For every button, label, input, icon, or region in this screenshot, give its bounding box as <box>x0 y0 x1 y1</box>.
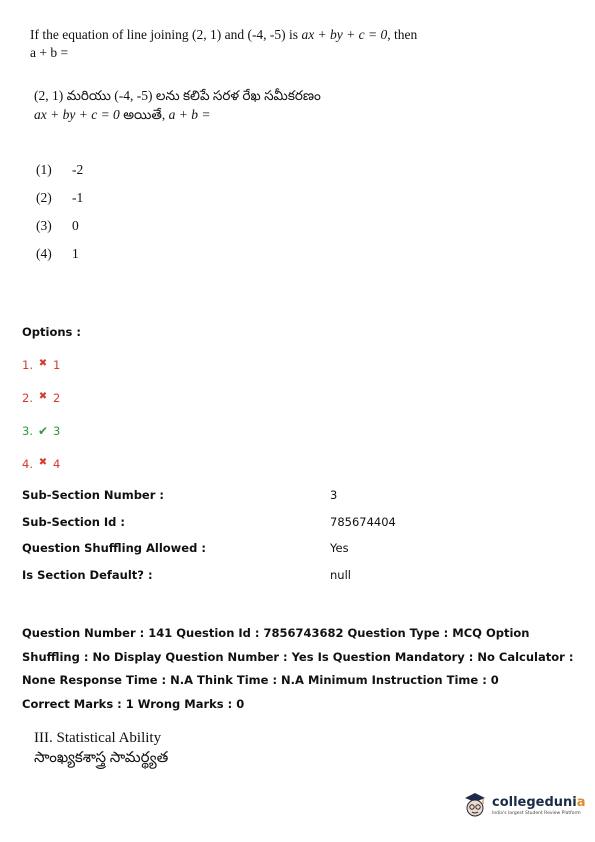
choice-value: -1 <box>72 190 84 205</box>
section-heading <box>34 728 168 768</box>
question-choices <box>36 162 83 274</box>
choice-value: -2 <box>72 162 84 177</box>
choice-value: 1 <box>72 246 79 261</box>
metadata-key: Sub-Section Number : <box>22 488 165 502</box>
option-number: 4. <box>22 457 33 471</box>
option-item <box>22 424 60 457</box>
cross-icon: ✖ <box>38 457 48 468</box>
cross-icon: ✖ <box>38 391 48 402</box>
metadata-key: Question Shuffling Allowed : <box>22 541 206 555</box>
option-value: 4 <box>52 457 61 471</box>
options-list <box>22 358 60 490</box>
metadata-value: Yes <box>330 541 349 555</box>
option-item <box>22 358 60 391</box>
choice-number: (2) <box>36 190 52 205</box>
metadata-row <box>22 488 396 515</box>
logo-name: collegedunia <box>492 794 586 810</box>
option-number: 2. <box>22 391 33 405</box>
metadata-row <box>22 568 396 595</box>
metadata-table <box>22 488 396 594</box>
choice-item <box>36 246 83 274</box>
question-english-equation: ax + by + c = 0 <box>301 27 388 42</box>
question-english <box>30 26 530 62</box>
question-english-text: If the equation of line joining (2, 1) and (-4, -5) is <box>30 27 299 42</box>
question-english-then: , then <box>387 27 418 42</box>
option-item <box>22 391 60 424</box>
question-info-marks: Correct Marks : 1 Wrong Marks : 0 <box>22 696 245 711</box>
choice-number: (1) <box>36 162 52 177</box>
option-value: 2 <box>52 391 61 405</box>
option-item <box>22 457 60 490</box>
choice-item <box>36 218 83 246</box>
choice-item <box>36 162 83 190</box>
choice-item <box>36 190 83 218</box>
choice-number: (3) <box>36 218 52 233</box>
check-icon: ✔ <box>37 424 49 438</box>
question-info-details: Question Number : 141 Question Id : 7856743682 Question Type : MCQ Option Shuffling : No Display Question Number : Yes Is Question Mandatory : No Calculator : None Response Time : N.A Think Time : N.A Minimum Instruction Time : 0 <box>22 626 574 687</box>
question-english-ask: a + b = <box>30 45 69 60</box>
mascot-icon <box>462 790 488 820</box>
question-telugu <box>34 86 321 124</box>
metadata-value: 785674404 <box>330 514 396 529</box>
question-telugu-equation: ax + by + c = 0 <box>34 107 120 122</box>
metadata-key: Sub-Section Id : <box>22 514 126 529</box>
section-heading-english: III. Statistical Ability <box>34 730 162 746</box>
collegedunia-logo <box>462 790 586 820</box>
choice-number: (4) <box>36 246 52 261</box>
question-telugu-then: అయితే, <box>123 107 166 122</box>
metadata-row <box>22 541 396 568</box>
option-number: 3. <box>22 424 33 438</box>
option-value: 3 <box>52 424 61 438</box>
metadata-row <box>22 515 396 542</box>
question-telugu-ask: a + b = <box>168 107 211 122</box>
question-info <box>22 622 582 716</box>
option-number: 1. <box>22 358 33 372</box>
choice-value: 0 <box>72 218 79 233</box>
options-title: Options : <box>22 325 81 339</box>
metadata-value: null <box>330 567 351 582</box>
metadata-key: Is Section Default? : <box>22 567 153 582</box>
section-heading-telugu: సాంఖ్యకశాస్త్ర సామర్థ్యత <box>34 750 169 766</box>
logo-tagline: India's largest Student Review Platform <box>492 810 581 816</box>
cross-icon: ✖ <box>38 358 48 369</box>
metadata-value: 3 <box>330 488 338 502</box>
option-value: 1 <box>52 358 61 372</box>
question-telugu-text: (2, 1) మరియు (-4, -5) లను కలిపే సరళ రేఖ సమీకరణం <box>34 88 321 103</box>
